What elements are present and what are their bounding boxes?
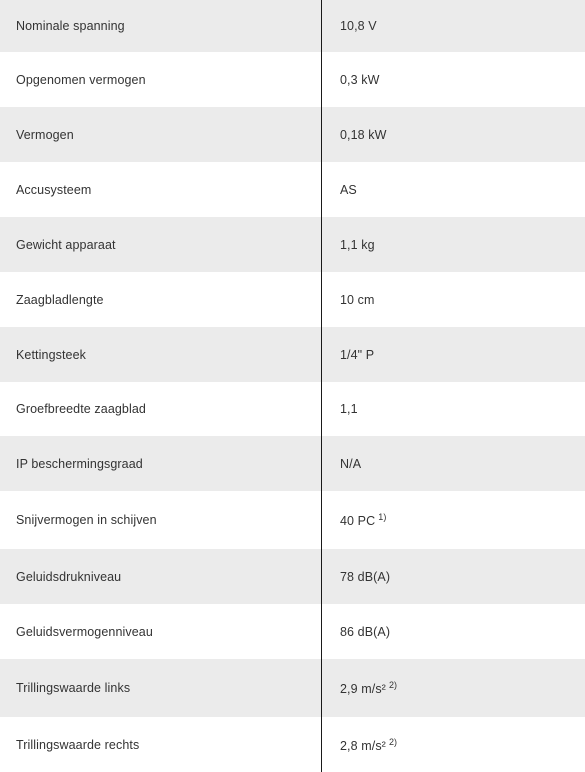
spec-value xyxy=(321,238,375,252)
spec-label: Accusysteem xyxy=(16,182,92,197)
spec-value xyxy=(321,680,397,696)
spec-value-text: 0,18 kW xyxy=(340,127,387,142)
footnote-marker: 1) xyxy=(378,512,387,522)
spec-value-text: 1,1 xyxy=(340,402,358,416)
spec-label: Opgenomen vermogen xyxy=(16,72,146,87)
spec-row xyxy=(0,52,585,107)
spec-value-text: 86 dB(A) xyxy=(340,624,391,639)
spec-label: Groefbreedte zaagblad xyxy=(16,402,146,416)
spec-value-text: 2,9 m/s² xyxy=(340,682,386,696)
spec-value xyxy=(321,457,361,471)
spec-row xyxy=(0,717,585,772)
spec-label: Gewicht apparaat xyxy=(16,237,116,252)
spec-label: Zaagbladlengte xyxy=(16,292,104,307)
spec-row xyxy=(0,0,585,52)
spec-label: Trillingswaarde links xyxy=(16,681,131,695)
spec-value-text: 10 cm xyxy=(340,292,375,307)
spec-row xyxy=(0,549,585,604)
spec-value xyxy=(321,183,357,197)
spec-value xyxy=(321,19,377,33)
spec-label: Geluidsvermogenniveau xyxy=(16,624,153,639)
spec-value-text: 2,8 m/s² xyxy=(340,738,386,753)
spec-label: Trillingswaarde rechts xyxy=(16,737,140,752)
footnote-marker: 2) xyxy=(388,736,398,747)
spec-value xyxy=(321,625,390,639)
spec-row xyxy=(0,107,585,162)
spec-value xyxy=(321,402,358,416)
spec-row xyxy=(0,162,585,217)
spec-value-text: 78 dB(A) xyxy=(340,569,391,584)
spec-value xyxy=(321,512,386,528)
spec-value-text: 1/4" P xyxy=(340,347,375,362)
spec-value-text: AS xyxy=(340,182,357,197)
spec-label: Nominale spanning xyxy=(16,19,125,33)
spec-value-text: 40 PC xyxy=(340,514,376,528)
spec-value-text: 10,8 V xyxy=(340,19,377,33)
spec-value xyxy=(321,293,375,307)
column-divider xyxy=(321,0,322,772)
spec-value-text: 0,3 kW xyxy=(340,72,380,87)
spec-row xyxy=(0,272,585,327)
spec-value xyxy=(321,348,374,362)
spec-row xyxy=(0,217,585,272)
spec-label: Geluidsdrukniveau xyxy=(16,569,122,584)
spec-row xyxy=(0,382,585,436)
spec-row xyxy=(0,604,585,659)
spec-value xyxy=(321,570,390,584)
spec-value xyxy=(321,737,397,753)
spec-value-text: N/A xyxy=(340,456,362,471)
spec-label: Snijvermogen in schijven xyxy=(16,513,157,527)
footnote-marker: 2) xyxy=(388,680,398,690)
spec-row xyxy=(0,327,585,382)
spec-row xyxy=(0,659,585,717)
spec-label: IP beschermingsgraad xyxy=(16,456,143,471)
spec-value xyxy=(321,73,380,87)
spec-label: Vermogen xyxy=(16,127,74,142)
spec-row xyxy=(0,436,585,491)
spec-label: Kettingsteek xyxy=(16,347,86,362)
spec-value-text: 1,1 kg xyxy=(340,237,375,252)
spec-row xyxy=(0,491,585,549)
spec-value xyxy=(321,128,387,142)
